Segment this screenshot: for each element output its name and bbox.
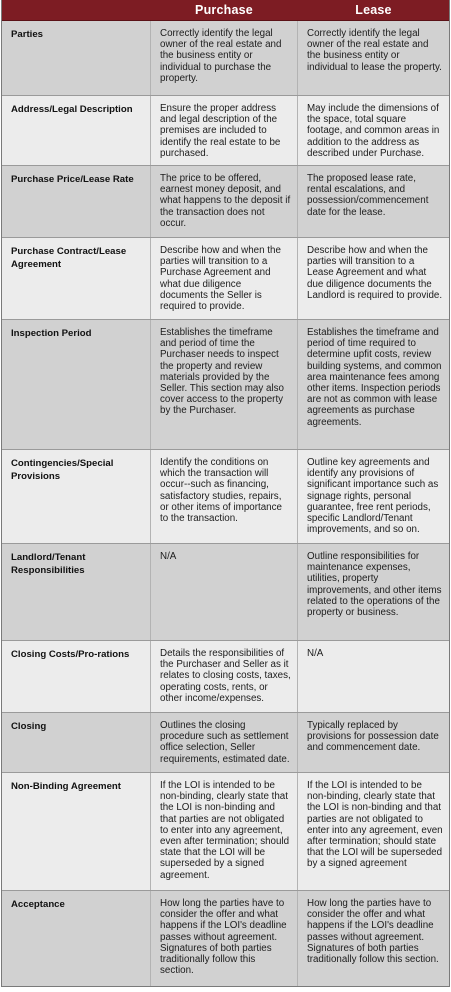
header-blank [2, 0, 150, 20]
lease-cell: Outline responsibilities for maintenance expenses, utilities, property improvements, and other items related to the operations of the property or business. [307, 551, 442, 619]
purchase-cell: N/A [150, 544, 298, 640]
table-header [2, 0, 449, 21]
lease-cell: May include the dimensions of the space, total square footage, and common areas in addition to the address as described under Purchase. [307, 103, 440, 159]
row-label: Non-Binding Agreement [11, 781, 121, 792]
table-row [2, 544, 449, 641]
purchase-cell: How long the parties have to consider the offer and what happens if the LOI's deadline passes without agreement. Signatures of both parties traditionally follow this section. [150, 891, 298, 986]
row-label: Acceptance [11, 899, 65, 910]
lease-cell: N/A [307, 648, 324, 659]
row-label: Inspection Period [11, 328, 92, 339]
purchase-cell: Describe how and when the parties will transition to a Purchase Agreement and what due diligence documents the Seller is required to provide. [150, 238, 298, 319]
table-row [2, 21, 449, 96]
lease-cell: How long the parties have to consider the offer and what happens if the LOI's deadline passes without agreement. Signatures of both parties traditionally follow this section. [307, 898, 439, 966]
table-row [2, 238, 449, 320]
table-row [2, 450, 449, 544]
lease-cell: If the LOI is intended to be non-binding, clearly state that the LOI is non-binding and that parties are not obligated to enter into any agreement, even after termination; should state that the LOI will be superseded by a signed agreement [307, 780, 443, 870]
table-row [2, 891, 449, 986]
row-label: Address/Legal Description [11, 104, 133, 115]
purchase-cell: If the LOI is intended to be non-binding, clearly state that the LOI is non-binding and that parties are not obligated to enter into any agreement, even after termination; should state that the LOI will be superseded by a signed agreement. [150, 773, 298, 890]
row-label: Contingencies/Special Provisions [11, 458, 114, 482]
row-label: Landlord/Tenant Responsibilities [11, 552, 86, 576]
purchase-cell: The price to be offered, earnest money deposit, and what happens to the deposit if the transaction does not occur. [150, 166, 298, 237]
purchase-cell: Correctly identify the legal owner of the real estate and the business entity or individual to purchase the property. [150, 21, 298, 95]
lease-cell: The proposed lease rate, rental escalations, and possession/commencement date for the lease. [307, 173, 429, 218]
lease-cell: Correctly identify the legal owner of the real estate and the business entity or individual to lease the property. [307, 28, 442, 73]
lease-cell: Typically replaced by provisions for possession date and commencement date. [307, 720, 439, 754]
table-row [2, 166, 449, 238]
row-label: Closing [11, 721, 47, 732]
purchase-cell: Ensure the proper address and legal description of the premises are included to identify the real estate to be purchased. [150, 96, 298, 165]
lease-cell: Establishes the timeframe and period of time required to determine upfit costs, review building systems, and common area maintenance fees among other items. Inspection periods are not as common with lease agreements as purchase agreements. [307, 327, 442, 428]
purchase-cell: Details the responsibilities of the Purchaser and Seller as it relates to closing costs, taxes, operating costs, rents, or other income/expenses. [150, 641, 298, 712]
table-row [2, 713, 449, 773]
purchase-cell: Establishes the timeframe and period of time the Purchaser needs to inspect the property and review materials provided by the Seller. This section may also cover access to the property by the Purchaser. [150, 320, 298, 449]
purchase-cell: Identify the conditions on which the transaction will occur--such as financing, satisfactory studies, repairs, or other items of importance to the transaction. [150, 450, 298, 543]
row-label: Purchase Contract/Lease Agreement [11, 246, 127, 270]
header-lease: Lease [355, 3, 392, 17]
row-label: Parties [11, 29, 43, 40]
table-row [2, 641, 449, 713]
table-row [2, 773, 449, 891]
row-label: Purchase Price/Lease Rate [11, 174, 134, 185]
lease-cell: Describe how and when the parties will transition to a Lease Agreement and what due diligence documents the Landlord is required to provide. [307, 245, 443, 301]
purchase-cell: Outlines the closing procedure such as settlement office selection, Seller requirements, estimated date. [150, 713, 298, 772]
row-label: Closing Costs/Pro-rations [11, 649, 130, 660]
table-row [2, 320, 449, 450]
header-purchase: Purchase [195, 3, 253, 17]
comparison-table [1, 0, 450, 987]
lease-cell: Outline key agreements and identify any provisions of significant importance such as signage rights, personal guarantee, free rent periods, specific Landlord/Tenant improvements, and so on. [307, 457, 439, 536]
table-row [2, 96, 449, 166]
